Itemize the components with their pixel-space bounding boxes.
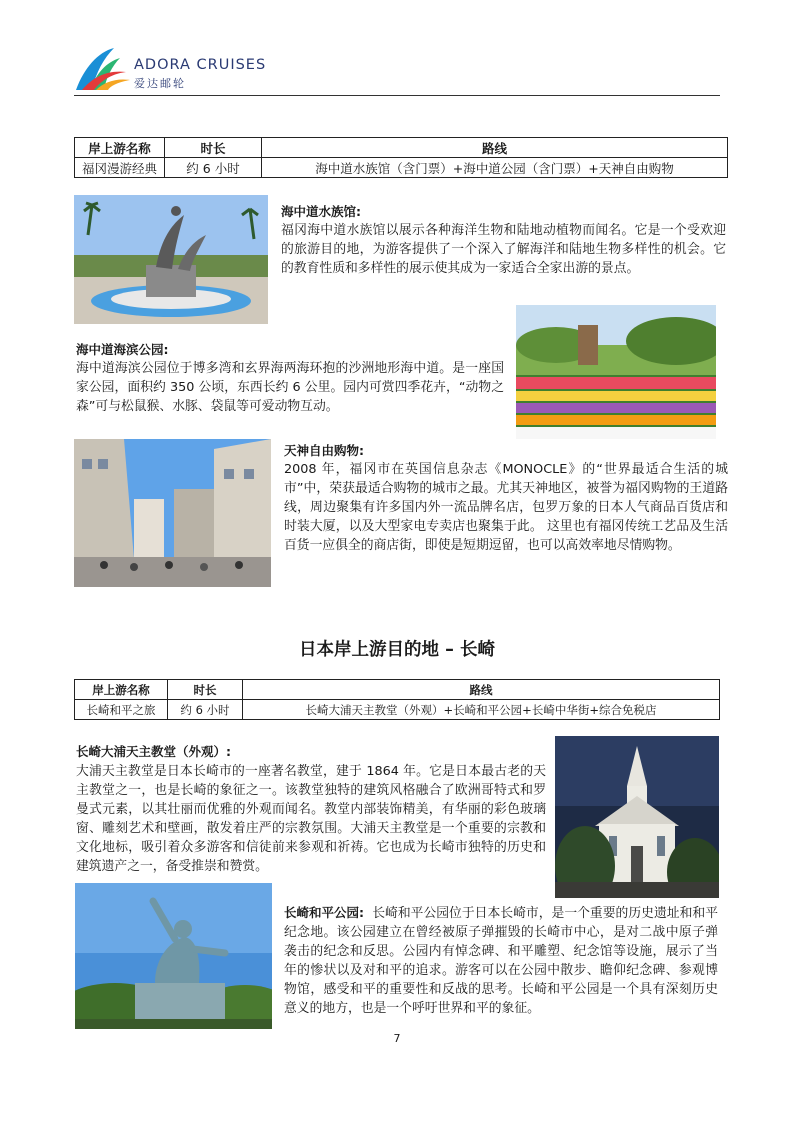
header-divider: [74, 95, 720, 96]
tour-route-cell: 海中道水族馆（含门票）+海中道公园（含门票）+天神自由购物: [262, 158, 728, 178]
tour-duration-cell: 约 6 小时: [168, 700, 243, 720]
page-number: 7: [393, 1032, 401, 1045]
brand-name-en: ADORA CRUISES: [134, 57, 267, 73]
adora-logo-icon: [74, 46, 132, 92]
table-row: [75, 158, 728, 178]
seaside-park-flowers-photo: [516, 305, 716, 439]
aquarium-title: 海中道水族馆:: [281, 204, 361, 219]
tour-name-cell: 长崎和平之旅: [75, 700, 168, 720]
peace-park-description: 长崎和平公园位于日本长崎市，是一个重要的历史遗址和和平纪念地。该公园建立在曾经被原子弹摧毁的长崎市中心，是对二战中原子弹袭击的纪念和反思。公园内有悼念碑、和平雕塑、纪念馆等设施，展示了当年的惨状以及对和平的追求。游客可以在公园中散步、瞻仰纪念碑、参观博物馆，感受和平的重要性和反战的思考。长崎和平公园是一个具有深刻历史意义的地方，也是一个呼吁世界和平的象征。: [284, 906, 718, 1016]
tenjin-title: 天神自由购物:: [284, 443, 364, 458]
peace-park-block: [284, 903, 718, 1018]
aquarium-dolphin-fountain-photo: [74, 195, 268, 324]
header-route: 路线: [262, 138, 728, 158]
peace-park-title: 长崎和平公园:: [284, 905, 365, 920]
table-row: [75, 700, 720, 720]
nagasaki-tour-table: [74, 679, 720, 720]
brand-name-cn: 爱达邮轮: [134, 77, 186, 90]
header-duration: 时长: [165, 138, 262, 158]
tour-duration-cell: 约 6 小时: [165, 158, 262, 178]
header-route: 路线: [243, 680, 720, 700]
seaside-park-description: 海中道海滨公园位于博多湾和玄界海两海环抱的沙洲地形海中道。是一座国家公园，面积约 350 公顷，东西长约 6 公里。园内可赏四季花卉，“动物之森”可与松鼠猴、水豚、袋鼠等可爱动物互动。: [76, 361, 504, 414]
tenjin-description: 2008 年，福冈市在英国信息杂志《MONOCLE》的“世界最适合生活的城市”中，荣获最适合购物的城市之最。尤其天神地区，被誉为福冈购物的王道路线，周边聚集有许多国内外一流品牌名店，包罗万象的日本人气商品百货店和时装大厦，以及大型家电专卖店也聚集于此。 这里也有福冈传统工艺品及生活百货一应俱全的商店街，即使是短期逗留，也可以高效率地尽情购物。: [284, 462, 728, 553]
tour-name-cell: 福冈漫游经典: [75, 158, 165, 178]
oura-church-title: 长崎大浦天主教堂（外观）:: [76, 744, 231, 759]
peace-park-spacer: [364, 906, 372, 921]
peace-statue-photo: [75, 883, 272, 1029]
aquarium-description: 福冈海中道水族馆以展示各种海洋生物和陆地动植物而闻名。它是一个受欢迎的旅游目的地，为游客提供了一个深入了解海洋和陆地生物多样性的机会。它的教育性质和多样性的展示使其成为一家适合全家出游的景点。: [281, 223, 726, 276]
fukuoka-tour-table: [74, 137, 728, 178]
header-tour-name: 岸上游名称: [75, 680, 168, 700]
table-header-row: [75, 138, 728, 158]
nagasaki-section-heading: 日本岸上游目的地 – 长崎: [299, 640, 495, 660]
tenjin-shopping-street-photo: [74, 439, 271, 587]
oura-church-photo: [555, 736, 719, 898]
header-duration: 时长: [168, 680, 243, 700]
seaside-park-title: 海中道海滨公园:: [76, 342, 169, 357]
oura-church-description: 大浦天主教堂是日本长崎市的一座著名教堂，建于 1864 年。它是日本最古老的天主教堂之一，也是长崎的象征之一。该教堂独特的建筑风格融合了欧洲哥特式和罗曼式元素，以其壮丽而优雅的外观而闻名。教堂内部装饰精美，有华丽的彩色玻璃窗、雕刻艺术和壁画，散发着庄严的宗教氛围。大浦天主教堂是一个重要的宗教和文化地标，吸引着众多游客和信徒前来参观和祈祷。它也成为长崎市独特的历史和建筑遗产之一，备受推崇和赞赏。: [76, 764, 546, 874]
header-tour-name: 岸上游名称: [75, 138, 165, 158]
tour-route-cell: 长崎大浦天主教堂（外观）+长崎和平公园+长崎中华街+综合免税店: [243, 700, 720, 720]
table-header-row: [75, 680, 720, 700]
